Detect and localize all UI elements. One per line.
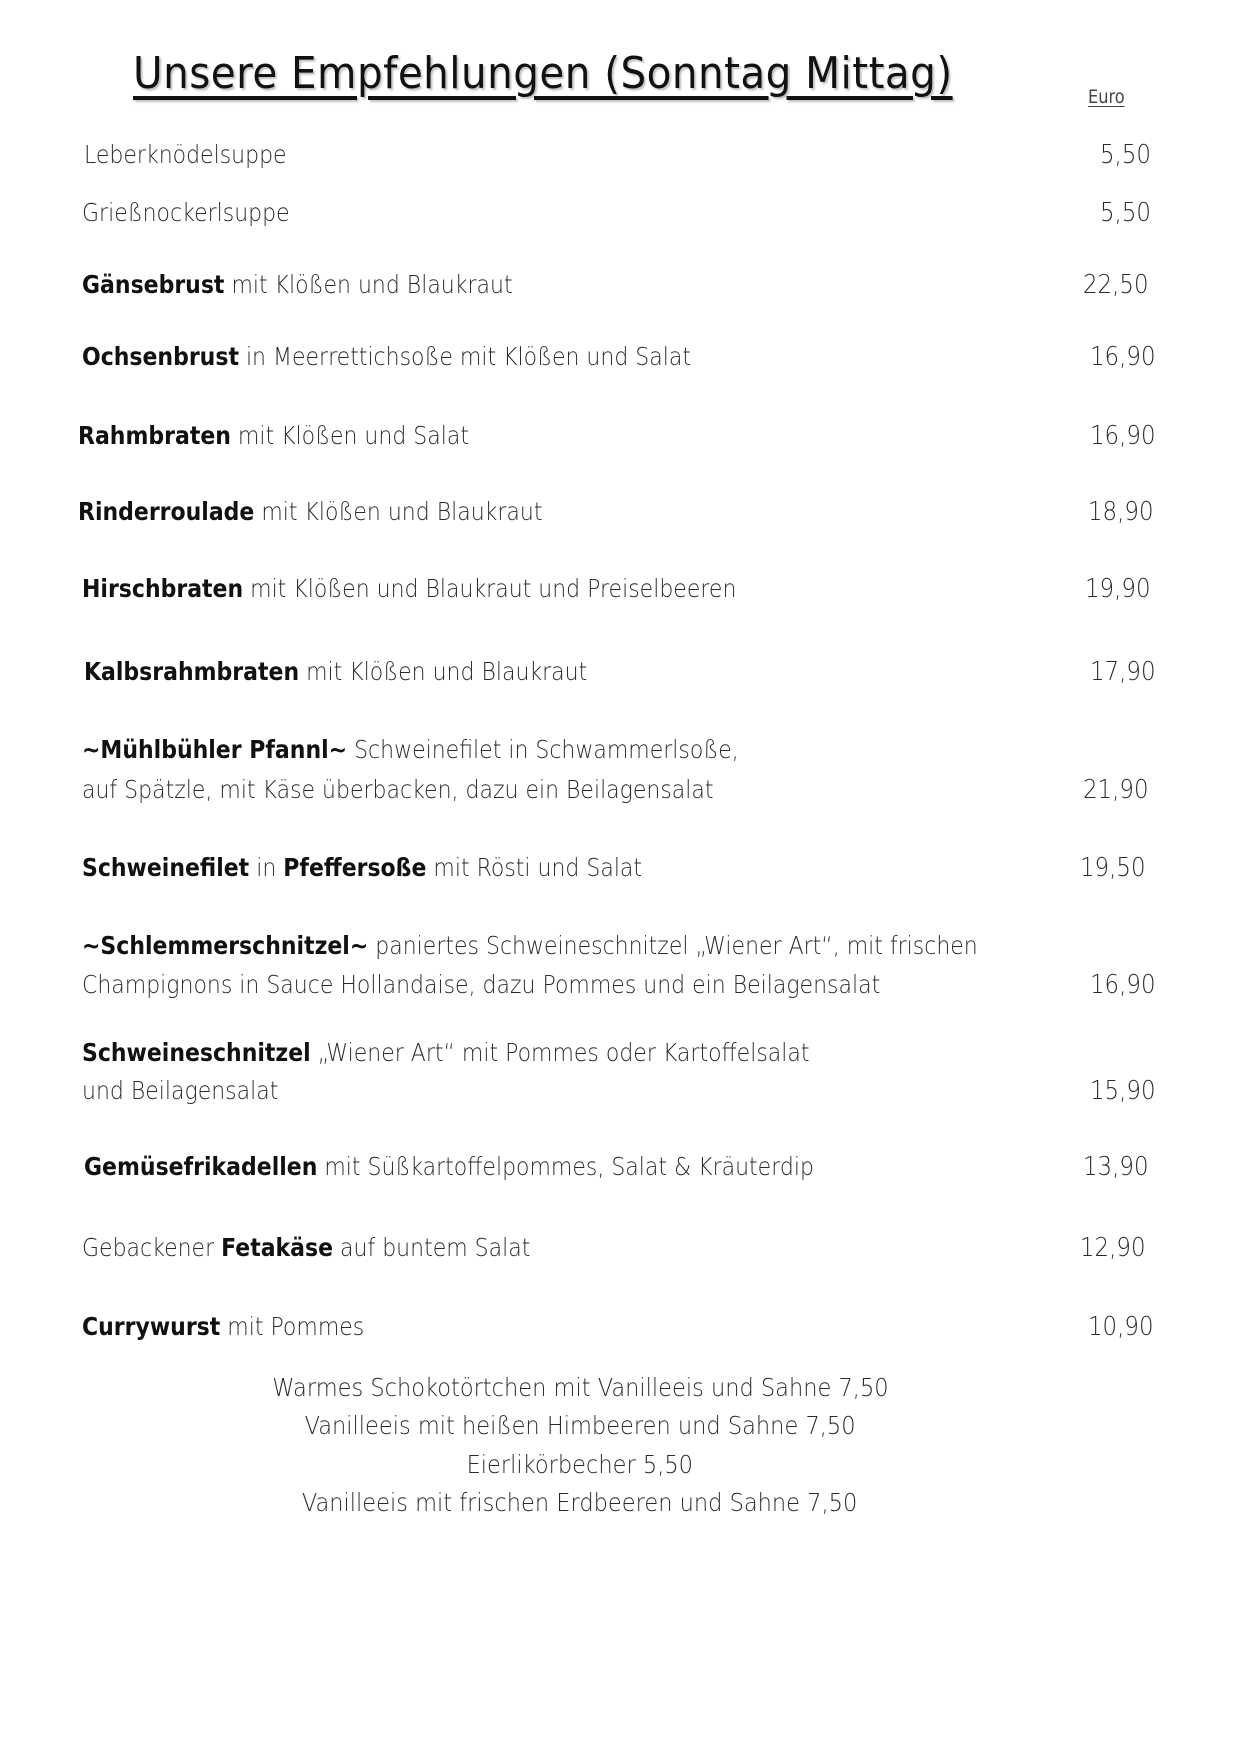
menu-item-text — [82, 198, 290, 227]
currency-label: Euro — [1088, 86, 1125, 108]
dessert-item — [0, 1411, 1160, 1440]
dish-description-line2: und Beilagensalat — [82, 1076, 279, 1105]
dessert-text: Vanilleeis mit heißen Himbeeren und Sahne 7,50 — [304, 1411, 856, 1440]
dish-name: Leberknödelsuppe — [84, 140, 287, 169]
dessert-item — [0, 1450, 1160, 1479]
dish-price: 5,50 — [1100, 198, 1151, 228]
dish-description: „Wiener Art“ mit Pommes oder Kartoffelsalat — [310, 1038, 810, 1067]
dish-name: Ochsenbrust — [82, 342, 239, 371]
menu-item-text — [78, 497, 542, 526]
dish-price: 16,90 — [1090, 421, 1156, 451]
dish-name: Schweineschnitzel — [82, 1038, 311, 1067]
dish-description-line2: auf Spätzle, mit Käse überbacken, dazu ein Beilagensalat — [82, 775, 714, 804]
dessert-text: Eierlikörbecher 5,50 — [466, 1450, 694, 1479]
dish-price: 16,90 — [1090, 970, 1156, 1000]
menu-item-text — [82, 1233, 530, 1262]
dessert-text: Vanilleeis mit frischen Erdbeeren und Sahne 7,50 — [302, 1488, 858, 1517]
dessert-item — [0, 1488, 1160, 1517]
menu-item-text — [82, 270, 513, 299]
dish-description: in Meerrettichsoße mit Klößen und Salat — [238, 342, 691, 371]
menu-item-text — [82, 342, 691, 371]
sauce-name: Pfeffersoße — [283, 853, 427, 882]
menu-item-text — [82, 931, 978, 960]
dish-description-rest: mit Rösti und Salat — [426, 853, 643, 882]
menu-item-text — [82, 735, 739, 764]
dish-price: 19,90 — [1085, 574, 1151, 604]
dish-description: mit Klößen und Blaukraut — [299, 657, 588, 686]
dish-description-line2: Champignons in Sauce Hollandaise, dazu Pommes und ein Beilagensalat — [82, 970, 881, 999]
dish-price: 22,50 — [1083, 270, 1149, 300]
dish-description: mit Pommes — [220, 1312, 365, 1341]
dish-name: Hirschbraten — [82, 574, 244, 603]
dish-description: mit Süßkartoffelpommes, Salat & Kräuterdip — [317, 1152, 814, 1181]
dish-name: ~Schlemmerschnitzel~ — [82, 931, 369, 960]
dish-name: Fetakäse — [221, 1233, 334, 1262]
dish-prefix: Gebackener — [82, 1233, 222, 1262]
dish-name: Gemüsefrikadellen — [84, 1152, 318, 1181]
dish-price: 17,90 — [1090, 657, 1156, 687]
dish-name: Rahmbraten — [78, 421, 231, 450]
dish-price: 21,90 — [1083, 775, 1149, 805]
dish-description: mit Klößen und Blaukraut — [224, 270, 513, 299]
dish-name: Schweinefilet — [82, 853, 250, 882]
menu-item-text — [84, 1152, 814, 1181]
dish-description: Schweinefilet in Schwammerlsoße, — [347, 735, 739, 764]
dish-name: Gänsebrust — [82, 270, 225, 299]
dish-description: auf buntem Salat — [333, 1233, 531, 1262]
menu-item-text — [82, 1312, 364, 1341]
dish-price: 10,90 — [1088, 1312, 1154, 1342]
menu-item-text — [78, 421, 469, 450]
dish-price: 16,90 — [1090, 342, 1156, 372]
dish-description: mit Klößen und Blaukraut — [254, 497, 543, 526]
dish-description: mit Klößen und Salat — [230, 421, 469, 450]
dish-name: Kalbsrahmbraten — [84, 657, 300, 686]
menu-item-text — [84, 657, 587, 686]
dish-name: Grießnockerlsuppe — [82, 198, 290, 227]
dish-name: Rinderroulade — [78, 497, 255, 526]
dish-price: 15,90 — [1090, 1076, 1156, 1106]
dessert-text: Warmes Schokotörtchen mit Vanilleeis und Sahne 7,50 — [271, 1373, 889, 1402]
menu-item-text — [84, 140, 287, 169]
menu-item-text — [82, 1038, 809, 1067]
dish-name: Currywurst — [82, 1312, 221, 1341]
dish-price: 13,90 — [1083, 1152, 1149, 1182]
dish-description: mit Klößen und Blaukraut und Preiselbeeren — [243, 574, 737, 603]
dish-price: 12,90 — [1080, 1233, 1146, 1263]
dish-price: 18,90 — [1088, 497, 1154, 527]
dish-price: 19,50 — [1080, 853, 1146, 883]
dish-name: ~Mühlbühler Pfannl~ — [82, 735, 348, 764]
page-title: Unsere Empfehlungen (Sonntag Mittag) — [133, 48, 953, 99]
menu-item-text — [82, 574, 736, 603]
dish-description: in — [249, 853, 284, 882]
dish-description: paniertes Schweineschnitzel „Wiener Art“, mit frischen — [368, 931, 978, 960]
dessert-item — [0, 1373, 1160, 1402]
dish-price: 5,50 — [1100, 140, 1151, 170]
menu-item-text — [82, 853, 642, 882]
